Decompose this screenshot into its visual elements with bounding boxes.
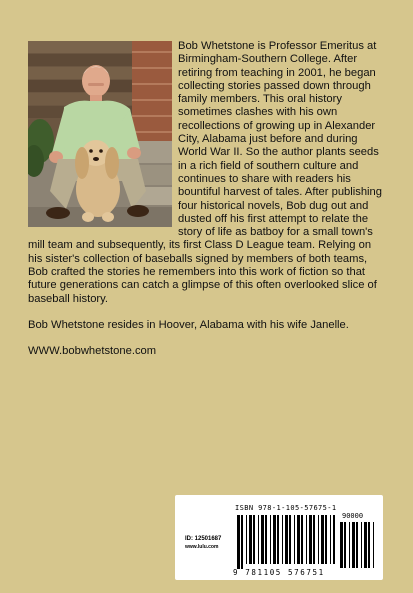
lulu-site: www.lulu.com — [185, 544, 219, 550]
author-bio — [28, 40, 383, 359]
addon-barcode-graphic — [340, 522, 374, 568]
bio-paragraph: Bob Whetstone is Professor Emeritus at Birmingham-Southern College. After retiring from teaching in 2001, he began collecting stories passed down through family members. This oral history sometimes clashes with his own recollections of growing up in Alexander City, Alabama just before and during World War II. So the author plants seeds in a rich field of southern culture and continues to share with readers his bountiful harvest of tales. After publishing four historical novels, Bob dug out and dusted off his first attempt to relate the story of life as batboy for a small town's mill team and subsequently, its first Class D League team. Relying on his sister's collection of baseballs signed by members of both teams, Bob crafted the stories he remembers into this work of fiction so that future generations can catch a glimpse of this often overlooked slice of baseball history. — [28, 40, 382, 305]
ean-digits: 9 781105 576751 — [233, 568, 325, 577]
price-addon-number: 90000 — [342, 512, 364, 520]
residence-paragraph: Bob Whetstone resides in Hoover, Alabama with his wife Janelle. — [28, 318, 349, 331]
website-link[interactable]: WWW.bobwhetstone.com — [28, 345, 157, 358]
lulu-id: ID: 12501687 — [185, 536, 222, 542]
photo-spacer — [28, 40, 178, 229]
ean-barcode-graphic — [237, 515, 335, 569]
isbn-number: ISBN 978-1-105-57675-1 — [235, 504, 337, 512]
barcode-panel — [175, 495, 383, 580]
